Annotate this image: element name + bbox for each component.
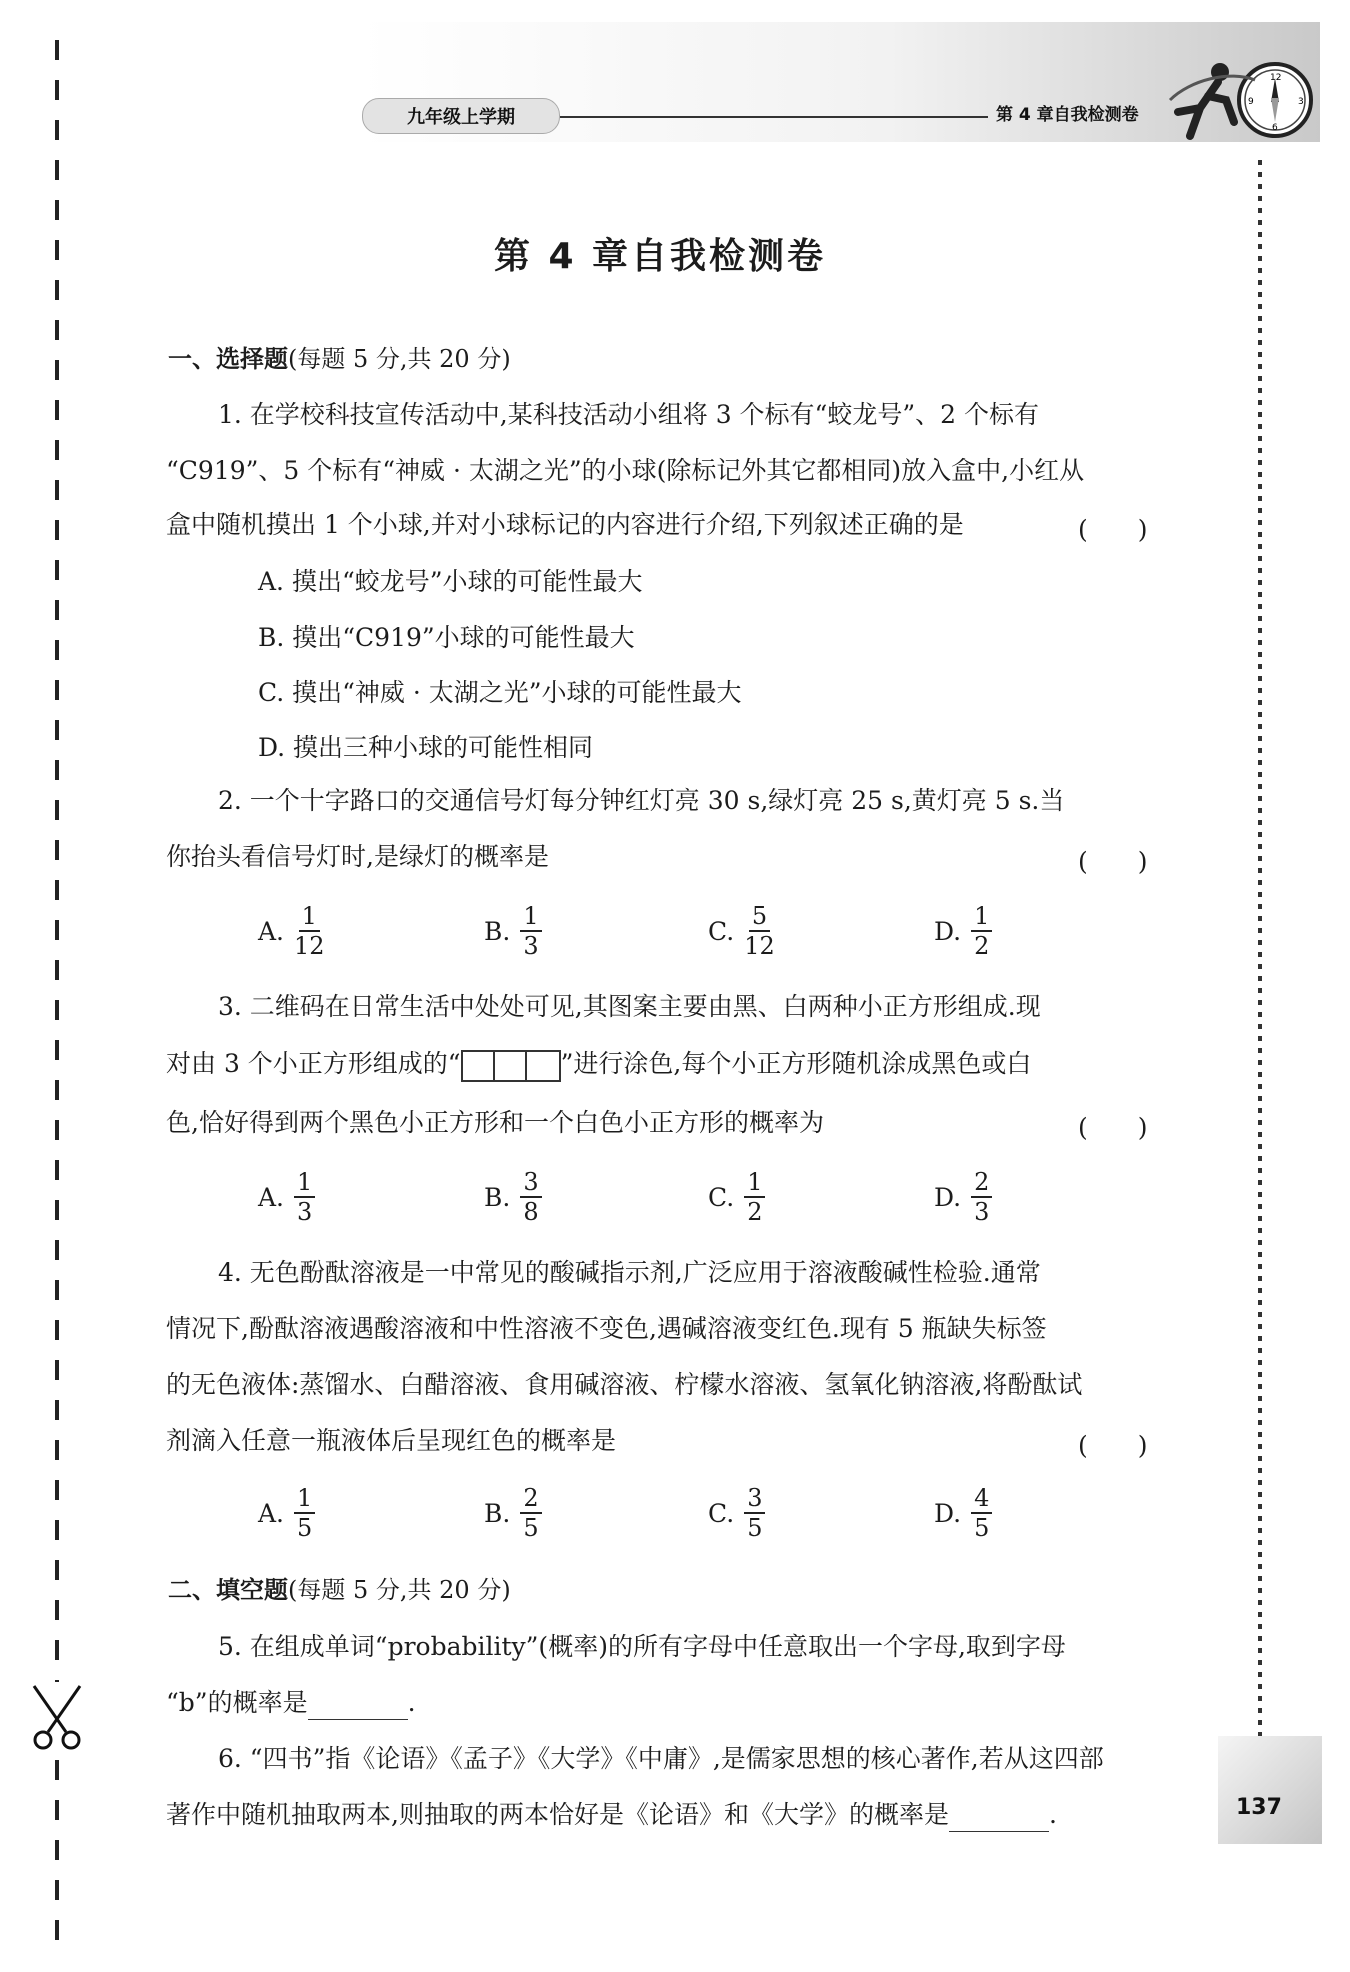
q3-line-2-pre: 对由 3 个小正方形组成的“ (166, 1049, 461, 1078)
q3-option-a-num: 1 (294, 1168, 315, 1198)
scissors-icon (28, 1682, 86, 1752)
q1-line-2: “C919”、5 个标有“神威 · 太湖之光”的小球(除标记外其它都相同)放入盒中,小红从 (166, 456, 1085, 485)
q2-option-a (258, 902, 325, 960)
q4-option-d-num: 4 (971, 1484, 992, 1514)
section1-heading (168, 342, 511, 376)
q2-option-b-den: 3 (523, 932, 539, 960)
q3-answer-paren: ( ) (1078, 1113, 1148, 1142)
q2-option-b-num: 1 (520, 902, 541, 932)
q3-option-b-label: B. (484, 1182, 511, 1212)
q2-option-d-num: 1 (971, 902, 992, 932)
q3-option-a (258, 1168, 315, 1226)
q3-option-b-den: 8 (523, 1198, 539, 1226)
q3-line-2-post: ”进行涂色,每个小正方形随机涂成黑色或白 (560, 1049, 1032, 1078)
q3-option-c-label: C. (708, 1182, 735, 1212)
q3-option-d (934, 1168, 992, 1226)
q3-option-b-num: 3 (520, 1168, 541, 1198)
q4-option-a-num: 1 (294, 1484, 315, 1514)
logo-mark-12: 12 (1270, 73, 1282, 83)
q3-option-d-den: 3 (974, 1198, 990, 1226)
q3-option-c-den: 2 (747, 1198, 763, 1226)
q4-option-a (258, 1484, 315, 1542)
q5-line-2-post: . (407, 1688, 416, 1717)
q4-line-4: 剂滴入任意一瓶液体后呈现红色的概率是 (166, 1426, 617, 1455)
q6-line-2-pre: 著作中随机抽取两本,则抽取的两本恰好是《论语》和《大学》的概率是 (166, 1800, 949, 1829)
q4-option-d-label: D. (934, 1498, 962, 1528)
grade-label: 九年级上学期 (362, 98, 560, 134)
q4-option-b-label: B. (484, 1498, 511, 1528)
q1-line-1: 1. 在学校科技宣传活动中,某科技活动小组将 3 个标有“蛟龙号”、2 个标有 (218, 400, 1039, 429)
logo-mark-3: 3 (1298, 97, 1304, 107)
dotted-margin-line (1258, 160, 1262, 1740)
q3-option-a-den: 3 (297, 1198, 313, 1226)
q5-line-2 (166, 1686, 416, 1720)
q2-option-d-den: 2 (974, 932, 990, 960)
q3-option-d-label: D. (934, 1182, 962, 1212)
q1-option-b: B. 摸出“C919”小球的可能性最大 (258, 623, 635, 652)
q4-option-c-label: C. (708, 1498, 735, 1528)
q3-line-1: 3. 二维码在日常生活中处处可见,其图案主要由黑、白两种小正方形组成.现 (218, 992, 1041, 1021)
q6-line-1: 6. “四书”指《论语》《孟子》《大学》《中庸》,是儒家思想的核心著作,若从这四部 (218, 1744, 1104, 1773)
logo-mark-9: 9 (1248, 97, 1254, 107)
q2-option-a-num: 1 (299, 902, 320, 932)
section2-heading-text: 二、填空题 (168, 1576, 288, 1604)
page-number: 137 (1236, 1795, 1282, 1820)
q1-option-d: D. 摸出三种小球的可能性相同 (258, 733, 594, 762)
q4-option-a-label: A. (258, 1498, 285, 1528)
page-number-tab (1218, 1736, 1322, 1844)
cut-line (55, 40, 59, 1940)
q4-option-c-num: 3 (744, 1484, 765, 1514)
q6-line-2 (166, 1798, 1057, 1832)
q4-option-c (708, 1484, 765, 1542)
q5-line-2-pre: “b”的概率是 (166, 1688, 308, 1717)
q2-line-2: 你抬头看信号灯时,是绿灯的概率是 (166, 842, 549, 871)
q6-answer-blank[interactable] (949, 1807, 1049, 1832)
runner-compass-logo (1160, 50, 1330, 150)
section2-heading (168, 1573, 511, 1607)
logo-mark-6: 6 (1272, 123, 1278, 133)
q1-answer-paren: ( ) (1078, 515, 1148, 544)
page-title: 第 4 章自我检测卷 (493, 236, 827, 277)
q5-line-1: 5. 在组成单词“probability”(概率)的所有字母中任意取出一个字母,取到字母 (218, 1632, 1066, 1661)
three-square-strip (461, 1050, 561, 1082)
q2-option-a-label: A. (258, 916, 285, 946)
q2-option-a-den: 12 (294, 932, 325, 960)
q2-option-c (708, 902, 775, 960)
q4-line-3: 的无色液体:蒸馏水、白醋溶液、食用碱溶液、柠檬水溶液、氢氧化钠溶液,将酚酞试 (166, 1370, 1083, 1399)
q4-option-b (484, 1484, 542, 1542)
q4-option-d-den: 5 (974, 1514, 990, 1542)
q6-line-2-post: . (1048, 1800, 1057, 1829)
q4-answer-paren: ( ) (1078, 1431, 1148, 1460)
q4-option-d (934, 1484, 992, 1542)
q2-option-b (484, 902, 542, 960)
q1-option-a: A. 摸出“蛟龙号”小球的可能性最大 (258, 567, 643, 596)
q3-option-d-num: 2 (971, 1168, 992, 1198)
section2-note: (每题 5 分,共 20 分) (288, 1576, 511, 1604)
q4-line-2: 情况下,酚酞溶液遇酸溶液和中性溶液不变色,遇碱溶液变红色.现有 5 瓶缺失标签 (166, 1314, 1047, 1343)
q2-option-c-num: 5 (749, 902, 770, 932)
chapter-label: 第 4 章自我检测卷 (996, 105, 1139, 125)
q2-option-c-label: C. (708, 916, 735, 946)
q1-option-c: C. 摸出“神威 · 太湖之光”小球的可能性最大 (258, 678, 742, 707)
q3-line-3: 色,恰好得到两个黑色小正方形和一个白色小正方形的概率为 (166, 1108, 824, 1137)
q4-line-1: 4. 无色酚酞溶液是一中常见的酸碱指示剂,广泛应用于溶液酸碱性检验.通常 (218, 1258, 1041, 1287)
header-rule (560, 116, 988, 118)
q5-answer-blank[interactable] (308, 1695, 408, 1720)
q3-line-2 (166, 1047, 1031, 1082)
q3-option-b (484, 1168, 542, 1226)
section1-note: (每题 5 分,共 20 分) (288, 345, 511, 373)
q2-option-d-label: D. (934, 916, 962, 946)
q4-option-a-den: 5 (297, 1514, 313, 1542)
q2-option-d (934, 902, 992, 960)
q2-line-1: 2. 一个十字路口的交通信号灯每分钟红灯亮 30 s,绿灯亮 25 s,黄灯亮 5 s.当 (218, 786, 1065, 815)
q4-option-b-num: 2 (520, 1484, 541, 1514)
q2-option-c-den: 12 (744, 932, 775, 960)
q4-option-b-den: 5 (523, 1514, 539, 1542)
q1-line-3: 盒中随机摸出 1 个小球,并对小球标记的内容进行介绍,下列叙述正确的是 (166, 510, 964, 539)
q3-option-c (708, 1168, 765, 1226)
q3-option-c-num: 1 (744, 1168, 765, 1198)
q2-answer-paren: ( ) (1078, 847, 1148, 876)
section1-heading-text: 一、选择题 (168, 345, 288, 373)
q3-option-a-label: A. (258, 1182, 285, 1212)
q4-option-c-den: 5 (747, 1514, 763, 1542)
q2-option-b-label: B. (484, 916, 511, 946)
